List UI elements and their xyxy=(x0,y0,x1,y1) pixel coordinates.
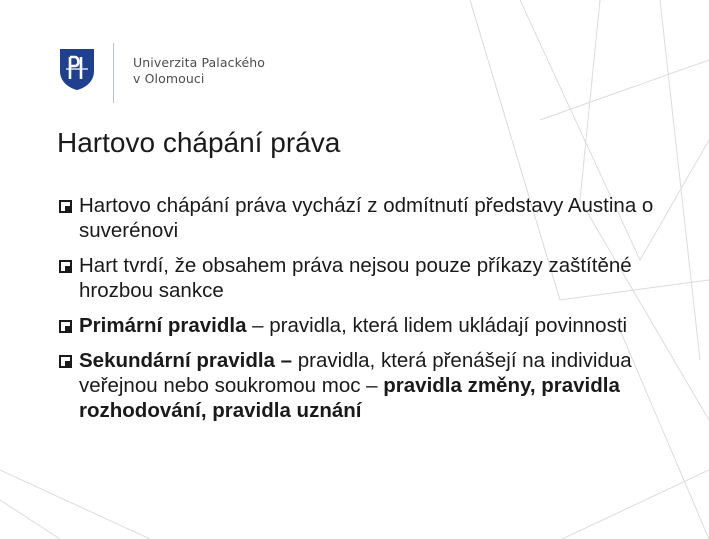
checkbox-square-icon xyxy=(58,319,73,334)
university-crest-icon xyxy=(58,47,96,91)
checkbox-square-icon xyxy=(58,354,73,369)
bullet-text-bold: Sekundární pravidla – xyxy=(79,349,293,372)
bullet-text: pravidla, která přenášejí na individua veřejnou nebo soukromou moc – xyxy=(79,349,632,397)
bullet-text: Hartovo chápání práva vychází z odmítnutí představy Austina o suverénovi xyxy=(79,194,654,242)
checkbox-square-icon xyxy=(58,199,73,214)
university-name-line2: v Olomouci xyxy=(133,71,205,86)
bullet-text-bold: Primární pravidla xyxy=(79,314,247,337)
bullet-text: Hart tvrdí, že obsahem práva nejsou pouze příkazy zaštítěné hrozbou sankce xyxy=(79,254,632,302)
bullet-item xyxy=(58,253,688,303)
bullet-text-bold: pravidla změny, pravidla rozhodování, pravidla uznání xyxy=(79,374,620,422)
logo-divider xyxy=(113,43,114,103)
page-title: Hartovo chápání práva xyxy=(57,127,341,158)
checkbox-square-icon xyxy=(58,259,73,274)
university-name-line1: Univerzita Palackého xyxy=(133,55,266,70)
bullet-list xyxy=(58,193,688,433)
bullet-item xyxy=(58,348,688,423)
bullet-item xyxy=(58,193,688,243)
university-name xyxy=(133,55,265,87)
bullet-item xyxy=(58,313,688,338)
bullet-text: – pravidla, která lidem ukládají povinnosti xyxy=(246,314,628,337)
